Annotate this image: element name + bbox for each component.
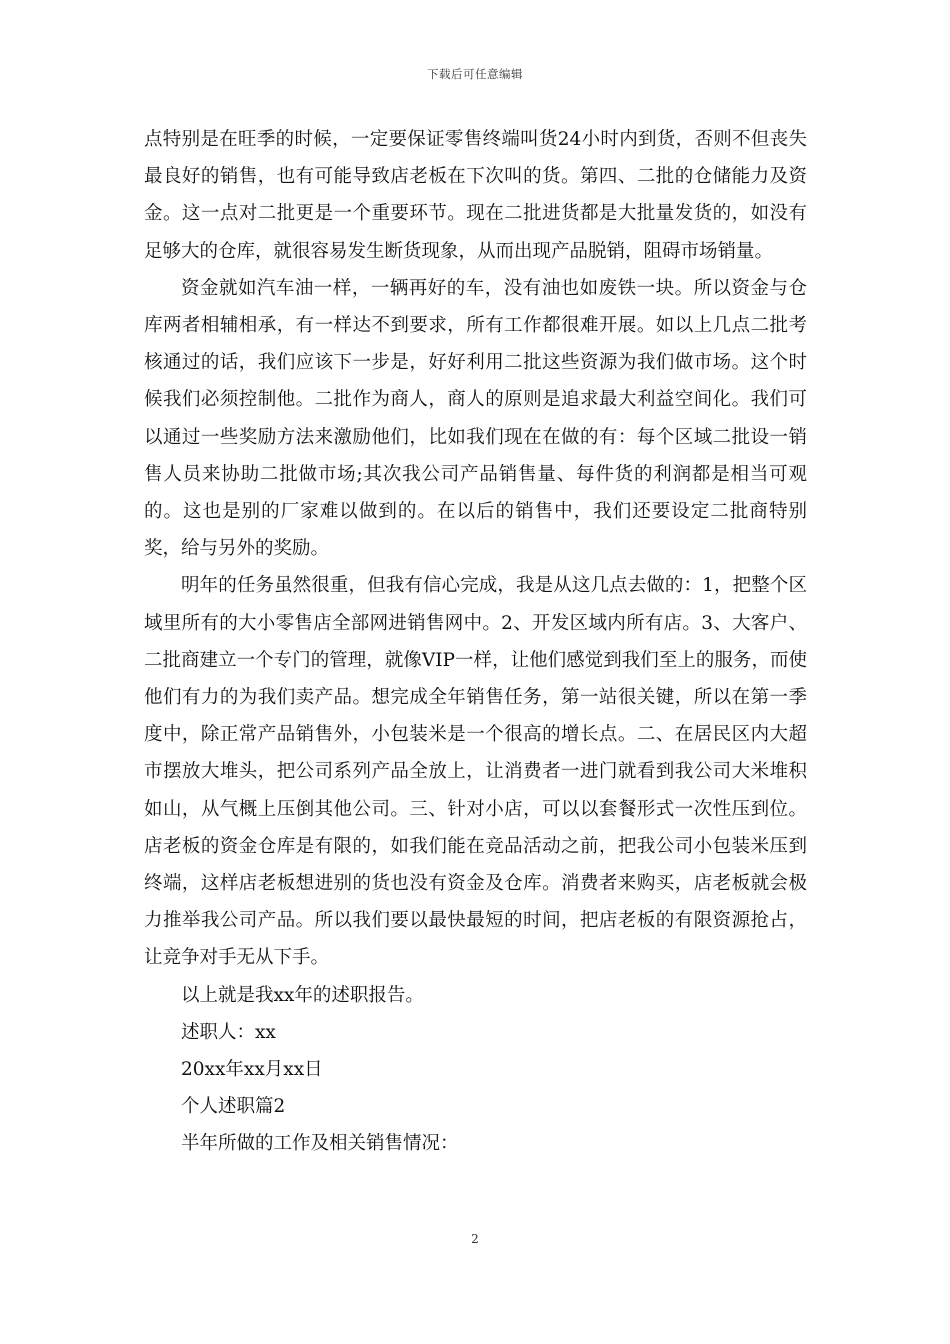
section-subtitle: 半年所做的工作及相关销售情况： bbox=[181, 1133, 459, 1155]
page-number: 2 bbox=[471, 1232, 479, 1246]
paragraph-3: 明年的任务虽然很重，但我有信心完成，我是从这几点去做的：1，把整个区域里所有的大小零售店全部网进销售网中。2、开发区域内所有店。3、大客户、二批商建立一个专门的管理，就像VIP一样，让他们感觉到我们至上的服务，而使他们有力的为我们卖产品。想完成全年销售任务，第一站很关键，所以在第一季度中，除正常产品销售外，小包装米是一个很高的增长点。二、在居民区内大超市摆放大堆头，把公司系列产品全放上，让消费者一进门就看到我公司大米堆积如山，从气概上压倒其他公司。三、针对小店，可以以套餐形式一次性压到位。店老板的资金仓库是有限的，如我们能在竞品活动之前，把我公司小包装米压到终端，这样店老板想进别的货也没有资金及仓库。消费者来购买，店老板就会极力推举我公司产品。所以我们要以最快最短的时间，把店老板的有限资源抢占，让竞争对手无从下手。 bbox=[144, 575, 807, 969]
paragraph-1: 点特别是在旺季的时候，一定要保证零售终端叫货24小时内到货，否则不但丧失最良好的销售，也有可能导致店老板在下次叫的货。第四、二批的仓储能力及资金。这一点对二批更是一个重要环节。现在二批进货都是大批量发货的，如没有足够大的仓库，就很容易发生断货现象，从而出现产品脱销，阻碍市场销量。 bbox=[144, 129, 807, 262]
date-line: 20xx年xx月xx日 bbox=[181, 1059, 323, 1081]
section-title: 个人述职篇2 bbox=[181, 1096, 286, 1118]
page-header: 下载后可任意编辑 bbox=[427, 67, 523, 81]
document-body bbox=[144, 121, 807, 1163]
reporter-line: 述职人：xx bbox=[181, 1021, 276, 1043]
closing-line: 以上就是我xx年的述职报告。 bbox=[181, 984, 424, 1006]
paragraph-2: 资金就如汽车油一样，一辆再好的车，没有油也如废铁一块。所以资金与仓库两者相辅相承，有一样达不到要求，所有工作都很难开展。如以上几点二批考核通过的话，我们应该下一步是，好好利用二批这些资源为我们做市场。这个时候我们必须控制他。二批作为商人，商人的原则是追求最大利益空间化。我们可以通过一些奖励方法来激励他们，比如我们现在在做的有：每个区域二批设一销售人员来协助二批做市场;其次我公司产品销售量、每件货的利润都是相当可观的。这也是别的厂家难以做到的。在以后的销售中，我们还要设定二批商特别奖，给与另外的奖励。 bbox=[144, 277, 807, 560]
